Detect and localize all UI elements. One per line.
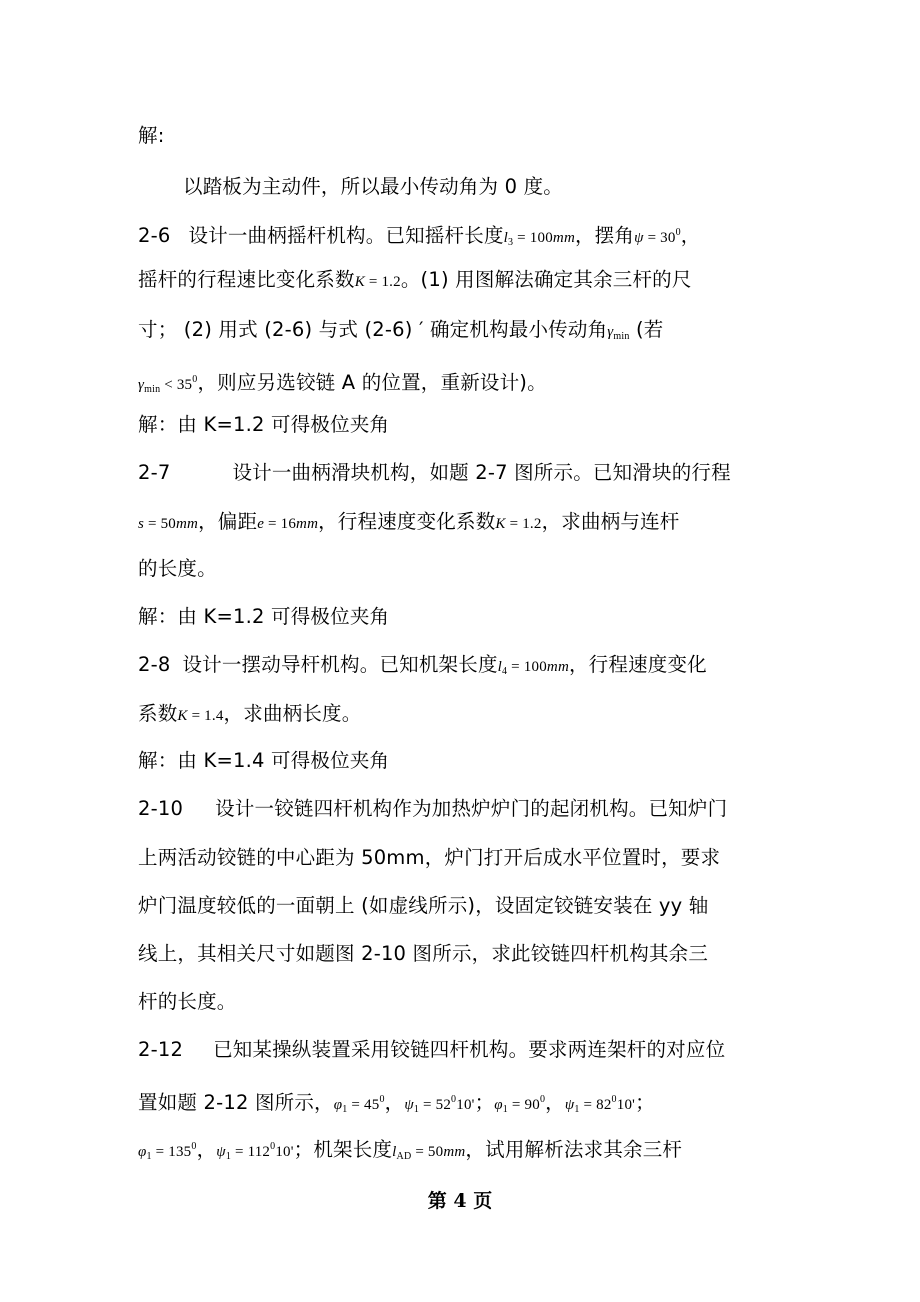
text: 炉门温度较低的一面朝上 (如虚线所示)，设固定铰链安装在 yy 轴 bbox=[138, 894, 709, 917]
formula-s: s = 50mm bbox=[138, 516, 199, 532]
problem-2-7-line-1 bbox=[138, 461, 731, 485]
text: ， bbox=[384, 1091, 405, 1114]
solution-text bbox=[183, 175, 563, 199]
formula-psi1-112: $\psi_1 = 112^010'$ bbox=[216, 1141, 294, 1162]
problem-number: 2-6 bbox=[138, 224, 171, 247]
problem-2-10-line-4 bbox=[138, 942, 708, 966]
text: ，求曲柄与连杆 bbox=[541, 510, 680, 533]
problem-2-10-line-3 bbox=[138, 894, 709, 918]
text: 的长度。 bbox=[138, 557, 217, 580]
text: 解：由 K=1.4 可得极位夹角 bbox=[138, 749, 390, 772]
solution-2-7 bbox=[138, 605, 389, 629]
formula-gamma-min: $\gamma_{min}$ bbox=[607, 324, 630, 342]
problem-number: 2-10 bbox=[138, 797, 184, 820]
page-number: 第 4 页 bbox=[427, 1190, 493, 1212]
solution-2-6 bbox=[138, 413, 389, 437]
formula-l3: $l_3 = 100mm$ bbox=[503, 230, 575, 248]
problem-2-12-line-1 bbox=[138, 1038, 725, 1062]
text: ；机架长度 bbox=[293, 1138, 393, 1161]
problem-2-10-line-5 bbox=[138, 990, 237, 1014]
text: ，则应另选铰链 A 的位置，重新设计)。 bbox=[197, 371, 547, 394]
problem-2-8-line-2 bbox=[138, 702, 361, 728]
text: 设计一摆动导杆机构。已知机架长度 bbox=[182, 653, 498, 676]
text: (若 bbox=[629, 318, 664, 341]
formula-psi: $\psi = 30^0$ bbox=[634, 227, 681, 246]
problem-2-12-line-2 bbox=[138, 1088, 655, 1122]
formula-gamma-min-bound: $\gamma_{min} < 35^0$ bbox=[138, 374, 198, 395]
problem-2-7-line-3 bbox=[138, 557, 217, 581]
problem-number: 2-7 bbox=[138, 461, 171, 484]
text: ，行程速度变化系数 bbox=[318, 510, 496, 533]
text: 以踏板为主动件，所以最小传动角为 0 度。 bbox=[183, 175, 564, 198]
formula-k14: K = 1.4 bbox=[177, 708, 224, 724]
text: ， bbox=[545, 1091, 565, 1114]
problem-2-10-line-2 bbox=[138, 846, 720, 870]
formula-psi1-52: $\psi_1 = 52^010'$ bbox=[404, 1094, 475, 1115]
formula-phi1-135: $\varphi_1 = 135^0$ bbox=[138, 1141, 197, 1162]
problem-number: 2-12 bbox=[138, 1038, 184, 1061]
text: ； bbox=[474, 1091, 495, 1114]
problem-2-6-line-2 bbox=[138, 268, 692, 294]
text: 已知某操纵装置采用铰链四杆机构。要求两连架杆的对应位 bbox=[213, 1038, 726, 1061]
solution-label bbox=[138, 124, 164, 148]
text: 解：由 K=1.2 可得极位夹角 bbox=[138, 413, 390, 436]
text: 寸； (2) 用式 (2-6) 与式 (2-6) ′ 确定机构最小传动角 bbox=[138, 318, 608, 341]
solution-2-8 bbox=[138, 749, 389, 773]
problem-2-6-line-1 bbox=[138, 221, 701, 255]
problem-2-6-line-4 bbox=[138, 368, 547, 402]
text: 摇杆的行程速比变化系数 bbox=[138, 268, 355, 291]
text: 杆的长度。 bbox=[138, 990, 237, 1013]
text: ； bbox=[635, 1091, 655, 1114]
problem-2-7-line-2 bbox=[138, 510, 679, 536]
problem-2-6-line-3 bbox=[138, 318, 663, 349]
text: 解: bbox=[138, 124, 165, 147]
problem-2-12-line-3 bbox=[138, 1135, 682, 1169]
formula-phi1-90: $\varphi_1 = 90^0$ bbox=[494, 1094, 546, 1115]
text: ，行程速度变化 bbox=[568, 653, 707, 676]
formula-k: K = 1.2 bbox=[354, 274, 401, 290]
formula-k: K = 1.2 bbox=[495, 516, 542, 532]
text: 设计一曲柄滑块机构，如题 2-7 图所示。已知滑块的行程 bbox=[232, 461, 731, 484]
text: 设计一铰链四杆机构作为加热炉炉门的起闭机构。已知炉门 bbox=[215, 797, 728, 820]
problem-2-8-line-1 bbox=[138, 653, 707, 684]
text: 系数 bbox=[138, 702, 178, 725]
formula-l4: $l_4 = 100mm$ bbox=[497, 659, 569, 677]
formula-e: e = 16mm bbox=[257, 516, 319, 532]
text: ，试用解析法求其余三杆 bbox=[465, 1138, 683, 1161]
text: ， bbox=[680, 224, 701, 247]
text: 解：由 K=1.2 可得极位夹角 bbox=[138, 605, 390, 628]
text: 。(1) 用图解法确定其余三杆的尺 bbox=[400, 268, 692, 291]
text: ， bbox=[196, 1138, 217, 1161]
text: 设计一曲柄摇杆机构。已知摇杆长度 bbox=[188, 224, 504, 247]
problem-2-10-line-1 bbox=[138, 797, 727, 821]
problem-number: 2-8 bbox=[138, 653, 171, 676]
text: ，求曲柄长度。 bbox=[223, 702, 362, 725]
formula-psi1-82: $\psi_1 = 82^010'$ bbox=[564, 1094, 636, 1115]
text: ，偏距 bbox=[198, 510, 258, 533]
text: 置如题 2-12 图所示， bbox=[138, 1091, 334, 1114]
formula-lad: $l_{AD} = 50mm$ bbox=[392, 1144, 466, 1162]
formula-phi1-45: $\varphi_1 = 45^0$ bbox=[333, 1094, 385, 1115]
text: 线上，其相关尺寸如题图 2-10 图所示，求此铰链四杆机构其余三 bbox=[138, 942, 709, 965]
text: ，摆角 bbox=[574, 224, 635, 247]
text: 上两活动铰链的中心距为 50mm，炉门打开后成水平位置时，要求 bbox=[138, 846, 721, 869]
